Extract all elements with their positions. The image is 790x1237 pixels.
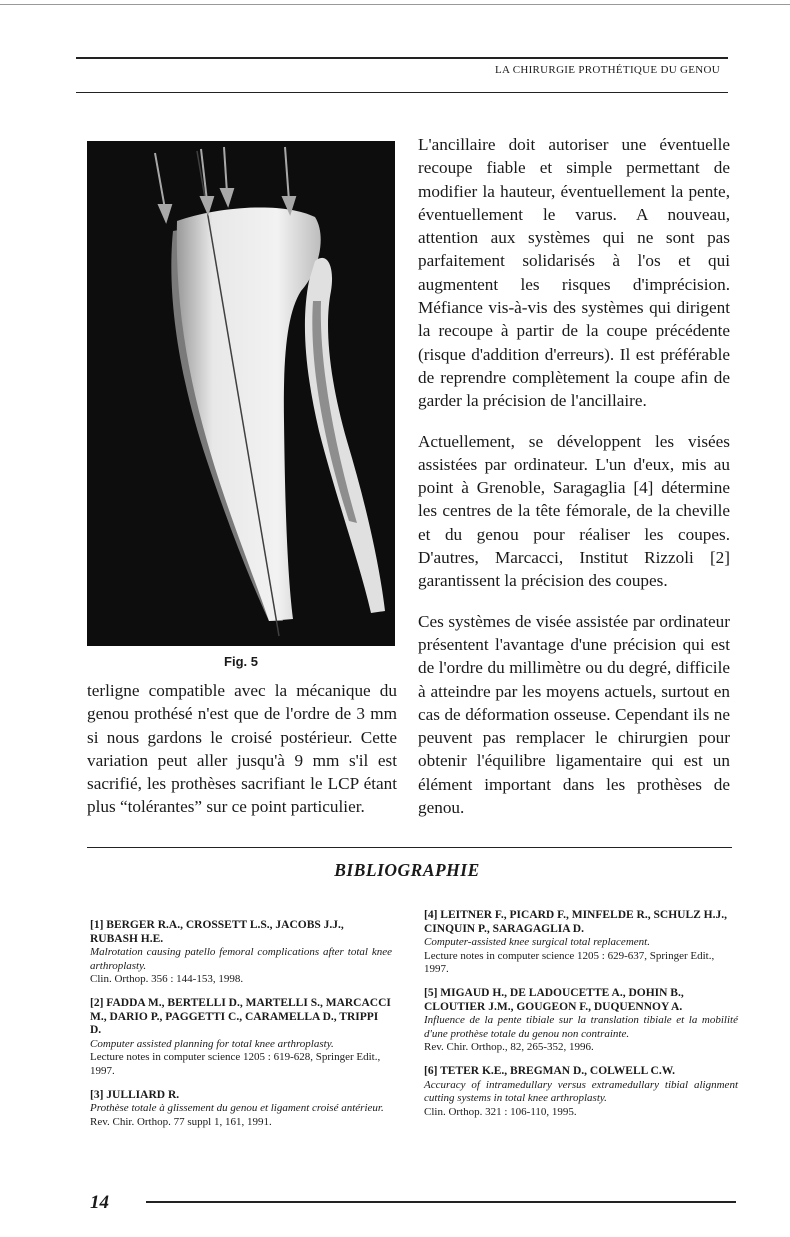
reference-item: [424, 1065, 738, 1119]
left-column: [87, 679, 397, 819]
reference-authors: [3] JULLIARD R.: [90, 1088, 180, 1101]
reference-title: Accuracy of intramedullary versus extramedullary tibial alignment cutting systems in total knee arthroplasty.: [424, 1078, 738, 1105]
top-edge-rule: [0, 4, 790, 5]
reference-title: Prothèse totale à glissement du genou et ligament croisé antérieur.: [90, 1102, 384, 1115]
references-left-column: [90, 919, 392, 1139]
header-rule-bottom: [76, 92, 728, 93]
right-column: [418, 133, 730, 819]
footer-rule: [146, 1201, 736, 1203]
bibliography-title: BIBLIOGRAPHIE: [334, 860, 480, 880]
reference-item: [90, 997, 392, 1079]
reference-item: [90, 1089, 392, 1130]
reference-item: [424, 987, 738, 1055]
right-paragraph-1: L'ancillaire doit autoriser une éventuelle recoupe fiable et simple permettant de modifier la hauteur, éventuellement la pente, éventuellement le varus. A nouveau, attention aux systèmes qui ne sont pas parfaitement solidarisés à l'os et qui augmentent les risques d'imprécision. Méfiance vis-à-vis des systèmes qui dirigent la recoupe à partir de la coupe précédente (risque d'addition d'erreurs). Il est préférable de reprendre complètement la coupe afin de garder la précision de l'ancillaire.: [418, 135, 730, 411]
references-right-column: [424, 909, 738, 1129]
reference-authors: [5] MIGAUD H., DE LADOUCETTE A., DOHIN B., CLOUTIER J.M., GOUGEON F., DUQUENNOY A.: [424, 986, 684, 1013]
reference-title: Computer-assisted knee surgical total replacement.: [424, 936, 650, 949]
left-paragraph: terligne compatible avec la mécanique du genou prothésé n'est que de l'ordre de 3 mm si nous gardons le croisé postérieur. Cette variation peut aller jusqu'à 9 mm s'il est sacrifié, les prothèses sacrifiant le LCP étant plus “tolérantes” sur ce point particulier.: [87, 681, 397, 817]
reference-item: [424, 909, 738, 977]
figure-caption: Fig. 5: [224, 654, 258, 669]
tibia-radiograph-image: [87, 141, 395, 646]
reference-authors: [2] FADDA M., BERTELLI D., MARTELLI S., MARCACCI M., DARIO P., PAGGETTI C., CARAMELLA D., TRIPPI D.: [90, 996, 391, 1037]
right-paragraph-3: Ces systèmes de visée assistée par ordinateur présentent l'avantage d'une précision qui est de l'ordre du millimètre ou du degré, difficile à atteindre par les moyens actuels, surtout en cas de déformation osseuse. Cependant ils ne peuvent pas remplacer le chirurgien pour obtenir l'équilibre ligamentaire qui est un élément important dans les prothèses de genou.: [418, 611, 730, 818]
reference-item: [90, 919, 392, 987]
reference-source: Clin. Orthop. 356 : 144-153, 1998.: [90, 973, 244, 986]
reference-source: Lecture notes in computer science 1205 : 629-637, Springer Edit., 1997.: [424, 949, 715, 976]
page-number: 14: [90, 1192, 109, 1213]
tibia-radiograph-figure: [87, 141, 395, 646]
reference-authors: [4] LEITNER F., PICARD F., MINFELDE R., SCHULZ H.J., CINQUIN P., SARAGAGLIA D.: [424, 909, 727, 935]
reference-authors: [1] BERGER R.A., CROSSETT L.S., JACOBS J.J., RUBASH H.E.: [90, 919, 344, 945]
reference-title: Computer assisted planning for total knee arthroplasty.: [90, 1037, 334, 1050]
reference-source: Rev. Chir. Orthop. 77 suppl 1, 161, 1991.: [90, 1115, 272, 1128]
reference-source: Rev. Chir. Orthop., 82, 265-352, 1996.: [424, 1041, 594, 1054]
reference-title: Influence de la pente tibiale sur la translation tibiale et la mobilité d'une prothèse totale du genou non contrainte.: [424, 1014, 738, 1040]
bibliography-rule: [87, 847, 732, 848]
reference-title: Malrotation causing patello femoral complications after total knee arthroplasty.: [90, 946, 392, 972]
right-paragraph-2: Actuellement, se développent les visées assistées par ordinateur. L'un d'eux, mis au point à Grenoble, Saragaglia [4] détermine les centres de la tête fémorale, de la cheville et du genou pour réaliser les coupes. D'autres, Marcacci, Institut Rizzoli [2] garantissent la précision des coupes.: [418, 431, 730, 591]
reference-source: Clin. Orthop. 321 : 106-110, 1995.: [424, 1105, 577, 1118]
header-rule-top: [76, 57, 728, 59]
reference-source: Lecture notes in computer science 1205 : 619-628, Springer Edit., 1997.: [90, 1051, 381, 1077]
reference-authors: [6] TETER K.E., BREGMAN D., COLWELL C.W.: [424, 1064, 676, 1077]
running-title: LA CHIRURGIE PROTHÉTIQUE DU GENOU: [495, 64, 720, 76]
